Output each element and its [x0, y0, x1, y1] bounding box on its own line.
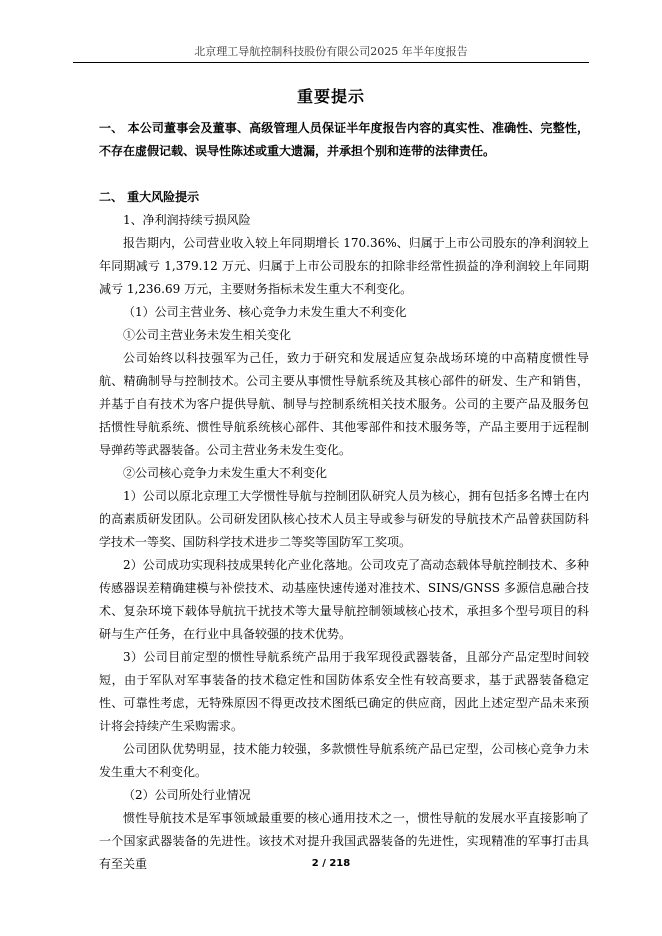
paragraph-subheading-competitiveness: ②公司核心竞争力未发生重大不利变化 — [123, 466, 328, 480]
running-header: 北京理工导航控制科技股份有限公司2025 年半年度报告 — [194, 45, 468, 58]
paragraph-technology: 2）公司成功实现科技成果转化产业化落地。公司攻克了高动态载体导航控制技术、多种传感器误差精确建模与补偿技术、动基座快速传递对准技术、SINS/GNSS 多源信息融合技术、复杂环境下载体导航抗干扰技术等大量导航控制领域核心技术，承担多个型号项目的科研与生产任务，在行业中具备较强的技术优势。 — [99, 558, 589, 641]
paragraph-financial-summary: 报告期内，公司营业收入较上年同期增长 170.36%、归属于上市公司股东的净利润较上年同期减亏 1,379.12 万元、归属于上市公司股东的扣除非经常性损益的净利润较上年同期减亏 1,236.69 万元，主要财务指标未发生重大不利变化。 — [99, 236, 589, 296]
page-title: 重要提示 — [296, 87, 365, 106]
paragraph-industry: 惯性导航技术是军事领域最重要的核心通用技术之一，惯性导航的发展水平直接影响了一个国家武器装备的先进性。该技术对提升我国武器装备的先进性，实现精准的军事打击具有至关重 — [99, 811, 589, 871]
paragraph-subheading-main-business: ①公司主营业务未发生相关变化 — [123, 328, 292, 342]
section-1-statement: 一、 本公司董事会及董事、高级管理人员保证半年度报告内容的真实性、准确性、完整性，不存在虚假记载、误导性陈述或重大遗漏，并承担个别和连带的法律责任。 — [99, 121, 589, 158]
paragraph-main-business: 公司始终以科技强军为己任，致力于研究和发展适应复杂战场环境的中高精度惯性导航、精确制导与控制技术。公司主要从事惯性导航系统及其核心部件的研发、生产和销售，并基于自有技术为客户提供导航、制导与控制系统相关技术服务。公司的主要产品及服务包括惯性导航系统、惯性导航系统核心部件、其他零部件和技术服务等，产品主要用于远程制导弹药等武器装备。公司主营业务未发生变化。 — [99, 351, 589, 457]
section-gap — [99, 163, 589, 186]
paragraph-products: 3）公司目前定型的惯性导航系统产品用于我军现役武器装备，且部分产品定型时间较短，由于军队对军事装备的技术稳定性和国防体系安全性有较高要求，基于武器装备稳定性、可靠性考虑，无特殊原因不得更改技术图纸已确定的供应商，因此上述定型产品未来预计将会持续产生采购需求。 — [99, 650, 589, 733]
paragraph-subheading-industry: （2）公司所处行业情况 — [123, 788, 251, 802]
paragraph-subheading-1: （1）公司主营业务、核心竞争力未发生重大不利变化 — [123, 305, 407, 319]
page-number: 2 / 218 — [311, 858, 351, 869]
paragraph-team: 1）公司以原北京理工大学惯性导航与控制团队研究人员为核心，拥有包括多名博士在内的高素质研发团队。公司研发团队核心技术人员主导或参与研发的导航技术产品曾获国防科学技术一等奖、国防科学技术进步二等奖等国防军工奖项。 — [99, 489, 589, 549]
section-2-heading: 二、 重大风险提示 — [99, 190, 200, 204]
page-content — [99, 117, 589, 876]
paragraph-summary: 公司团队优势明显，技术能力较强，多款惯性导航系统产品已定型，公司核心竞争力未发生重大不利变化。 — [99, 742, 589, 779]
paragraph-risk-title: 1、净利润持续亏损风险 — [123, 213, 251, 227]
header-rule — [73, 62, 589, 63]
